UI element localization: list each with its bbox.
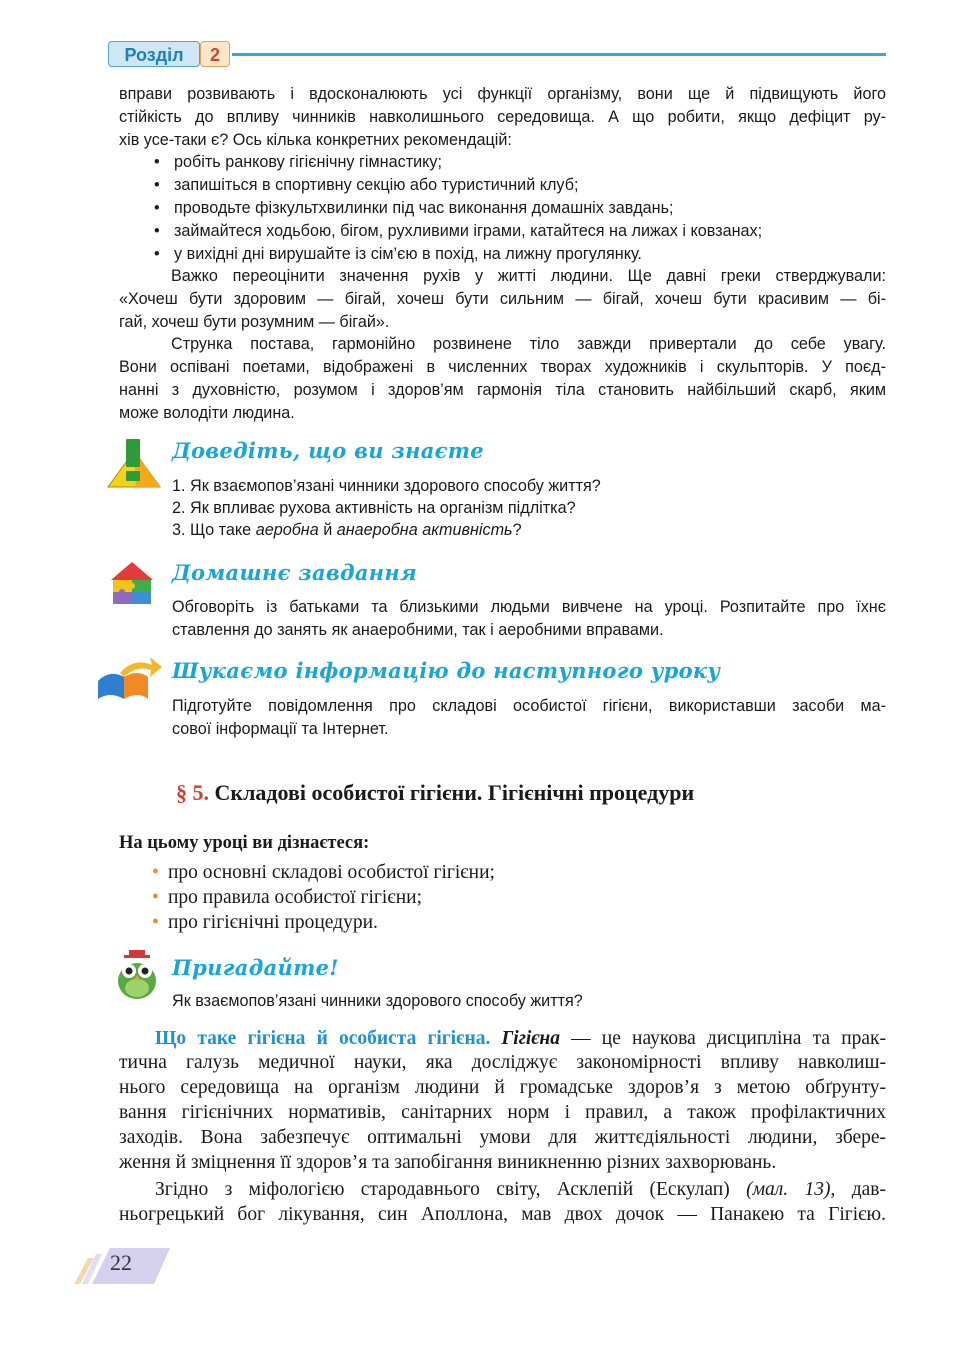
puzzle-house-icon	[109, 560, 155, 606]
paragraph-line: заходів. Вона забезпечує оптимальні умови для життєдіяльності людини, збере-	[119, 1127, 886, 1148]
remember-heading: Пригадайте!	[172, 955, 339, 980]
paragraph-line: Важко переоцінити значення рухів у житті людини. Ще давні греки стверджували:	[171, 267, 886, 285]
bullet-icon: •	[154, 222, 160, 240]
exclamation-pyramid-icon	[106, 437, 162, 493]
list-item-text: про правила особистої гігієни;	[168, 887, 423, 908]
paragraph-line: тична галузь медичної науки, яка досліджує закономірності впливу навколиш-	[119, 1052, 886, 1073]
paragraph-line: нанні з духовністю, розумом і здоров’ям гармонія тіла становить найбільший скарб, яким	[119, 381, 886, 399]
remember-question: Як взаємопов’язані чинники здорового способу життя?	[172, 992, 583, 1010]
section-title-text: Складові особистої гігієни. Гігієнічні процедури	[214, 780, 695, 805]
question-text: 3. Що таке	[172, 521, 256, 539]
paragraph-text: , дав-	[830, 1179, 886, 1200]
list-item-text: проводьте фізкультхвилинки під час виконання домашніх завдань;	[174, 199, 674, 217]
homework-line: Обговоріть із батьками та близькими людьми вивчене на уроці. Розпитайте про їхнє	[172, 598, 886, 616]
bullet-icon: •	[154, 153, 160, 171]
bullet-icon: •	[152, 912, 159, 933]
bullet-icon: •	[154, 245, 160, 263]
question-item: 1. Як взаємопов’язані чинники здорового способу життя?	[172, 477, 601, 495]
paragraph-text: — це наукова дисципліна та прак-	[559, 1028, 887, 1049]
intro-line: вправи розвивають і вдосконалюють усі функції організму, вони ще й підвищують його	[119, 85, 886, 103]
list-item-text: про основні складові особистої гігієни;	[168, 862, 495, 883]
paragraph-line: ження й зміцнення її здоров’я та запобігання виникненню різних захворювань.	[119, 1152, 777, 1173]
paragraph-line	[155, 1178, 886, 1202]
bullet-icon: •	[152, 887, 159, 908]
list-item	[154, 220, 762, 243]
bullet-icon: •	[152, 862, 159, 883]
list-item-text: займайтеся ходьбою, бігом, рухливими іграми, катайтеся на лижах і ковзанах;	[174, 222, 763, 240]
list-item-text: у вихідні дні вирушайте із сім’єю в похід, на лижну прогулянку.	[174, 245, 642, 263]
question-item: 2. Як впливає рухова активність на організм підлітка?	[172, 499, 576, 517]
paragraph-line: вання гігієнічних нормативів, санітарних норм і правил, а також профілактичних	[119, 1102, 886, 1123]
paragraph-line: гай, хочеш бути розумним — бігай».	[119, 313, 390, 331]
bullet-icon: •	[154, 176, 160, 194]
term-anaerobic: анаеробна активність	[336, 521, 513, 539]
section-title	[176, 780, 694, 806]
section-number: 2	[200, 41, 230, 67]
paragraph-mark: § 5.	[176, 780, 209, 805]
list-item	[152, 886, 422, 910]
next-lesson-line: Підготуйте повідомлення про складові особистої гігієни, використавши засоби ма-	[172, 697, 886, 715]
paragraph-line: «Хочеш бути здоровим — бігай, хочеш бути сильним — бігай, хочеш бути красивим — бі-	[119, 290, 886, 308]
list-item-text: робіть ранкову гігієнічну гімнастику;	[174, 153, 443, 171]
term-aerobic: аеробна	[255, 521, 319, 539]
homework-heading: Домашнє завдання	[172, 560, 418, 585]
list-item	[154, 197, 674, 220]
paragraph-line: нього середовища на організм людини й громадське здоров’я з метою обґрунту-	[119, 1077, 886, 1098]
header-rule	[232, 53, 886, 56]
section-label: Розділ	[108, 41, 200, 67]
paragraph-line: Вони оспівані поетами, відображені в численних творах художників і скульпторів. У поєд-	[119, 358, 886, 376]
list-item-text: запишіться в спортивну секцію або туристичний клуб;	[174, 176, 579, 194]
open-book-arrow-icon	[94, 655, 162, 701]
question-text: й	[318, 521, 337, 539]
next-lesson-heading: Шукаємо інформацію до наступного уроку	[172, 658, 721, 683]
list-item-text: про гігієнічні процедури.	[168, 912, 378, 933]
prove-heading: Доведіть, що ви знаєте	[172, 438, 484, 463]
figure-reference: (мал. 13)	[746, 1179, 831, 1200]
paragraph-line: може володіти людина.	[119, 404, 295, 422]
paragraph-line: ньогрецький бог лікування, син Аполлона, мав двох дочок — Панакею та Гігією.	[119, 1204, 886, 1225]
homework-line: ставлення до занять як анаеробними, так і аеробними вправами.	[172, 621, 664, 639]
paragraph-line	[155, 1027, 886, 1051]
question-item	[172, 519, 522, 542]
list-item	[152, 861, 495, 885]
hygiene-term: Гігієна	[501, 1028, 560, 1049]
bullet-icon: •	[154, 199, 160, 217]
question-text: ?	[512, 521, 522, 539]
paragraph-text: Згідно з міфологією стародавнього світу, Асклепій (Ескулап)	[155, 1179, 747, 1200]
list-item	[154, 174, 578, 197]
page-number: 22	[110, 1250, 132, 1275]
owl-icon	[116, 950, 158, 1000]
list-item	[154, 243, 642, 266]
list-item	[154, 151, 442, 174]
next-lesson-line: сової інформації та Інтернет.	[172, 720, 389, 738]
hygiene-subtitle: Що таке гігієна й особиста гігієна.	[155, 1028, 491, 1049]
intro-line: стійкість до впливу чинників навколишнього середовища. А що робити, якщо дефіцит ру-	[119, 108, 886, 126]
lesson-intro-heading: На цьому уроці ви дізнаєтеся:	[119, 833, 370, 853]
list-item	[152, 911, 378, 935]
intro-line: хів усе-таки є? Ось кілька конкретних рекомендацій:	[119, 131, 512, 149]
paragraph-line: Струнка постава, гармонійно розвинене тіло завжди привертали до себе увагу.	[171, 335, 886, 353]
